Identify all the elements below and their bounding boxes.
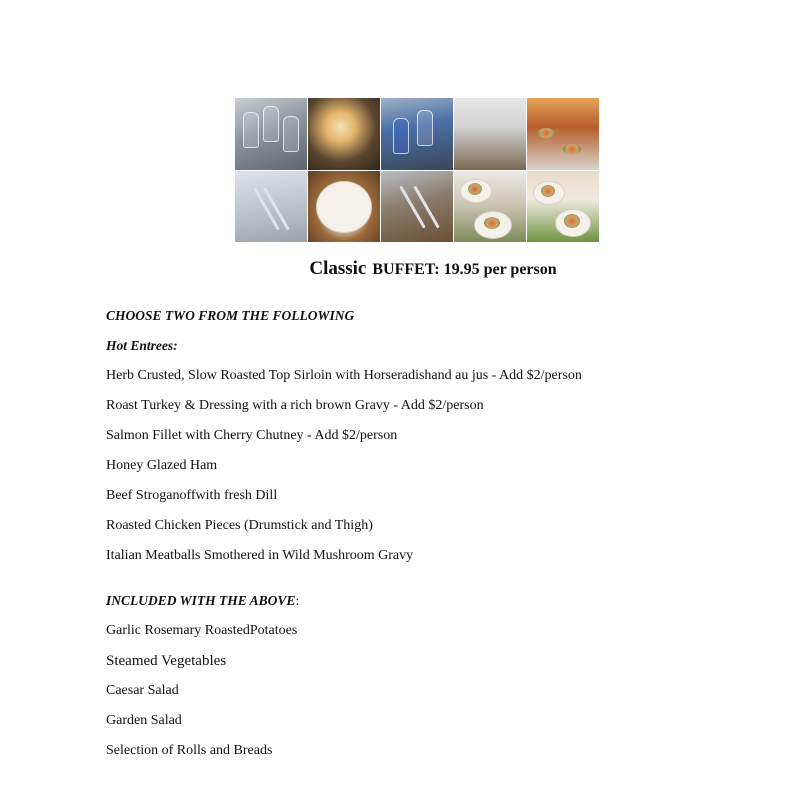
included-item: Caesar Salad bbox=[106, 683, 179, 698]
hot-entrees-heading: Hot Entrees: bbox=[106, 338, 178, 353]
buffet-title bbox=[0, 258, 800, 280]
included-item: Garden Salad bbox=[106, 713, 182, 728]
food-photo-collage bbox=[235, 98, 599, 242]
included-heading-line bbox=[106, 592, 299, 611]
entree-item: Italian Meatballs Smothered in Wild Mushroom Gravy bbox=[106, 548, 414, 563]
entree-item: Roasted Chicken Pieces (Drumstick and Thigh) bbox=[106, 518, 373, 533]
photo-wine-glasses bbox=[235, 98, 307, 170]
title-price: BUFFET: 19.95 per person bbox=[372, 261, 557, 278]
choose-two-heading: CHOOSE TWO FROM THE FOLLOWING bbox=[106, 308, 355, 323]
photo-blue-glasses bbox=[381, 98, 453, 170]
photo-floral-centerpiece bbox=[308, 98, 380, 170]
photo-plated-appetizers-top bbox=[527, 98, 599, 170]
included-heading: INCLUDED WITH THE ABOVE bbox=[106, 593, 296, 608]
included-item: Selection of Rolls and Breads bbox=[106, 743, 273, 758]
entree-item: Roast Turkey & Dressing with a rich brown Gravy - Add $2/person bbox=[106, 398, 484, 413]
photo-plated-appetizers-bottom bbox=[527, 171, 599, 243]
photo-place-setting-menu bbox=[308, 171, 380, 243]
entree-item: Herb Crusted, Slow Roasted Top Sirloin with Horseradishand au jus - Add $2/person bbox=[106, 368, 582, 383]
entree-item: Beef Stroganoffwith fresh Dill bbox=[106, 488, 278, 503]
photo-plated-salads bbox=[454, 171, 526, 243]
included-heading-colon: : bbox=[295, 594, 300, 609]
entree-item: Honey Glazed Ham bbox=[106, 458, 218, 473]
included-item: Garlic Rosemary RoastedPotatoes bbox=[106, 623, 298, 638]
title-classic: Classic bbox=[309, 258, 367, 279]
entree-item: Salmon Fillet with Cherry Chutney - Add $2/person bbox=[106, 428, 398, 443]
photo-waiter-serving bbox=[454, 98, 526, 170]
included-item: Steamed Vegetables bbox=[106, 653, 227, 669]
photo-forks-on-table bbox=[235, 171, 307, 243]
photo-knife-and-spoon bbox=[381, 171, 453, 243]
